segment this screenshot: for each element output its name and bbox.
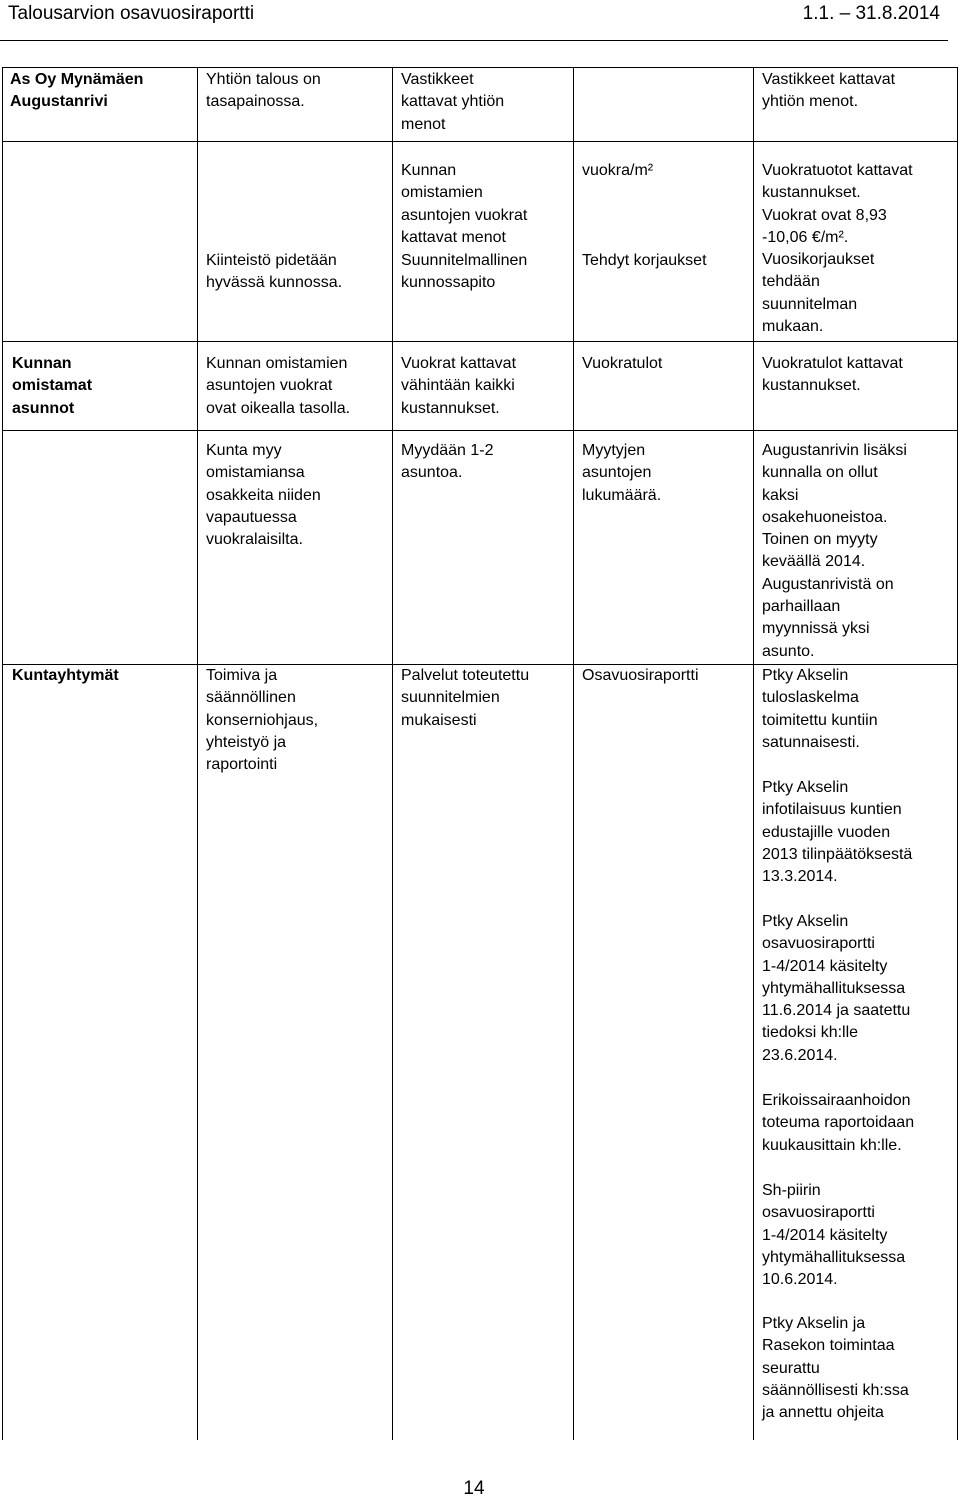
table-row-5-category: Kuntayhtymät: [12, 667, 119, 684]
document-title: Talousarvion osavuosiraportti: [8, 3, 255, 24]
table-row-4-indicator: Myytyjen asuntojen lukumäärä.: [582, 442, 662, 504]
column-divider: [753, 67, 754, 1440]
table-row-5-result-b: Ptky Akselin infotilaisuus kuntien edustajille vuoden 2013 tilinpäätöksestä 13.3.2014.: [762, 779, 913, 886]
table-row-5-result-f: Ptky Akselin ja Rasekon toimintaa seurattu säännöllisesti kh:ssa ja annettu ohjeita: [762, 1315, 909, 1422]
table-row-2-indicator-b: Tehdyt korjaukset: [582, 252, 707, 269]
table-row-5-target: Palvelut toteutettu suunnitelmien mukaisesti: [401, 667, 530, 729]
row-divider: [2, 430, 958, 431]
table-row-3-target: Vuokrat kattavat vähintään kaikki kustannukset.: [401, 355, 517, 417]
table-row-2-target-b: Suunnitelmallinen kunnossapito: [401, 252, 528, 292]
table-row-3-goal: Kunnan omistamien asuntojen vuokrat ovat oikealla tasolla.: [206, 355, 351, 417]
table-row-1-target: Vastikkeet kattavat yhtiön menot: [401, 71, 505, 133]
table-row-3-indicator: Vuokratulot: [582, 355, 663, 372]
table-row-5-indicator: Osavuosiraportti: [582, 667, 699, 684]
row-divider: [2, 141, 958, 142]
table-row-2-result: Vuokratuotot kattavat kustannukset. Vuokrat ovat 8,93 -10,06 €/m². Vuosikorjaukset tehdään suunnitelman mukaan.: [762, 162, 913, 336]
table-border-right: [957, 67, 958, 1440]
row-divider: [2, 341, 958, 342]
table-row-5-result-c: Ptky Akselin osavuosiraportti 1-4/2014 käsitelty yhtymähallituksessa 11.6.2014 ja saatettu tiedoksi kh:lle 23.6.2014.: [762, 913, 911, 1064]
report-period: 1.1. – 31.8.2014: [802, 3, 940, 24]
table-row-1-result: Vastikkeet kattavat yhtiön menot.: [762, 71, 896, 111]
column-divider: [392, 67, 393, 1440]
table-row-3-category: Kunnan omistamat asunnot: [12, 355, 93, 417]
table-border-left: [2, 67, 3, 1440]
table-row-5-result-d: Erikoissairaanhoidon toteuma raportoidaan kuukausittain kh:lle.: [762, 1092, 915, 1154]
table-row-4-target: Myydään 1-2 asuntoa.: [401, 442, 494, 482]
table-row-2-goal: Kiinteistö pidetään hyvässä kunnossa.: [206, 252, 343, 292]
table-row-4-goal: Kunta myy omistamiansa osakkeita niiden vapautuessa vuokralaisilta.: [206, 442, 321, 549]
table-row-2-indicator-a: vuokra/m²: [582, 162, 654, 179]
table-row-5-result-a: Ptky Akselin tuloslaskelma toimitettu kuntiin satunnaisesti.: [762, 667, 878, 751]
table-row-4-result: Augustanrivin lisäksi kunnalla on ollut kaksi osakehuoneistoa. Toinen on myyty keväällä 2014. Augustanrivistä on parhaillaan myynnissä yksi asunto.: [762, 442, 907, 660]
table-row-2-target-a: Kunnan omistamien asuntojen vuokrat kattavat menot: [401, 162, 528, 246]
table-row-1-goal: Yhtiön talous on tasapainossa.: [206, 71, 321, 111]
table-border-top: [2, 67, 958, 68]
column-divider: [197, 67, 198, 1440]
table-row-5-result-e: Sh-piirin osavuosiraportti 1-4/2014 käsitelty yhtymähallituksessa 10.6.2014.: [762, 1182, 906, 1289]
table-row-3-result: Vuokratulot kattavat kustannukset.: [762, 355, 903, 395]
page-number: 14: [463, 1478, 485, 1499]
column-divider: [573, 67, 574, 1440]
table-row-1-company: As Oy Mynämäen Augustanrivi: [10, 71, 144, 111]
table-row-5-goal: Toimiva ja säännöllinen konserniohjaus, yhteistyö ja raportointi: [206, 667, 319, 774]
